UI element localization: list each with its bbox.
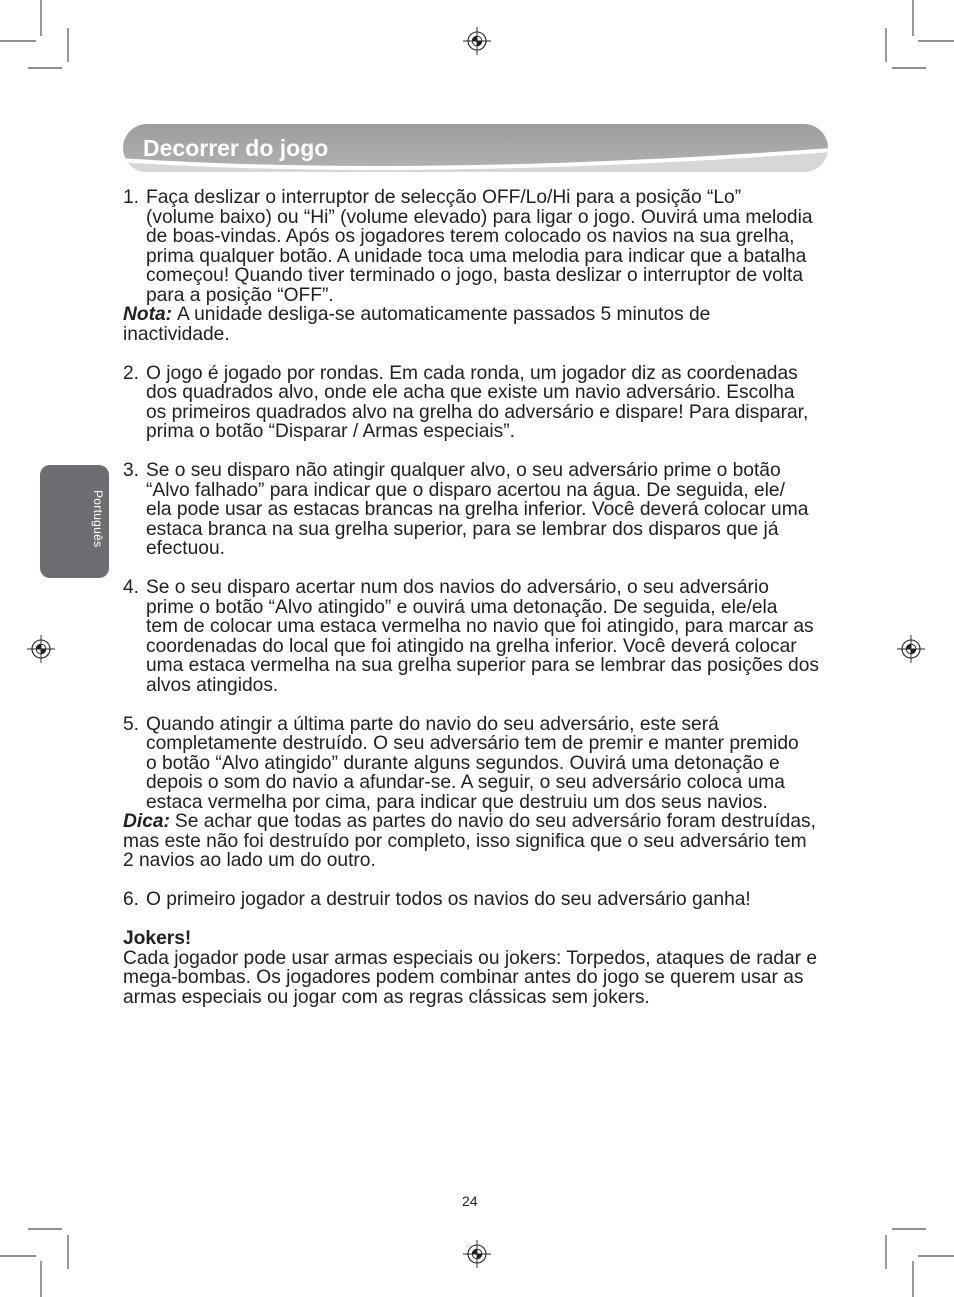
- step-first-line: [123, 461, 883, 481]
- crop-mark-bottom-left: [0, 1229, 68, 1297]
- registration-crosshair: [463, 27, 491, 55]
- crop-mark-top-right: [886, 0, 954, 68]
- jokers-text: Cada jogador pode usar armas especiais ou jokers: Torpedos, ataques de radar e: [123, 947, 818, 969]
- note-text: A unidade desliga-se automaticamente passados 5 minutos de: [177, 304, 711, 325]
- instructions-body: [123, 188, 883, 1027]
- step-text: efectuou.: [146, 538, 225, 559]
- step-text: uma estaca vermelha na sua grelha superior para se lembrar das posições dos: [146, 655, 819, 676]
- step-text: de boas-vindas. Após os jogadores terem colocado os navios na sua grelha,: [146, 226, 795, 247]
- step-text: prima qualquer botão. A unidade toca uma melodia para indicar que a batalha: [146, 245, 807, 267]
- language-side-tab: [40, 465, 109, 578]
- crop-mark-top-left: [0, 0, 68, 68]
- registration-mark-right: [897, 635, 925, 663]
- tip-text: 2 navios ao lado um do outro.: [123, 850, 376, 871]
- step-5: [123, 715, 883, 871]
- step-text: prime o botão “Alvo atingido” e ouvirá uma detonação. De seguida, ele/ela: [146, 596, 778, 618]
- step-text: “Alvo falhado” para indicar que o disparo acertou na água. De seguida, ele/: [146, 479, 785, 501]
- step-text: o botão “Alvo atingido” durante alguns segundos. Ouvirá uma detonação e: [146, 752, 780, 774]
- step-text: completamente destruído. O seu adversário tem de premir e manter premido: [146, 733, 799, 754]
- step-text: Quando atingir a última parte do navio do seu adversário, este será: [146, 713, 719, 735]
- step-6: [123, 890, 883, 910]
- step-text: dos quadrados alvo, onde ele acha que existe um navio adversário. Escolha: [146, 382, 795, 403]
- step-text: (volume baixo) ou “Hi” (volume elevado) para ligar o jogo. Ouvirá uma melodia: [146, 206, 813, 228]
- tip-first-line: [123, 812, 883, 832]
- registration-crosshair: [463, 1240, 491, 1268]
- step-text: alvos atingidos.: [146, 674, 279, 696]
- step-text: para a posição “OFF”.: [146, 284, 334, 306]
- step-4: [123, 578, 883, 695]
- step-3: [123, 461, 883, 559]
- jokers-heading: Jokers!: [123, 928, 192, 949]
- step-text: depois o som do navio a afundar-se. A seguir, o seu adversário coloca uma: [146, 772, 785, 793]
- page-number: 24: [462, 1193, 478, 1209]
- note-label: Nota:: [123, 304, 173, 325]
- registration-crosshair: [27, 635, 55, 663]
- step-text: O jogo é jogado por rondas. Em cada ronda, um jogador diz as coordenadas: [146, 362, 798, 384]
- step-text: começou! Quando tiver terminado o jogo, basta deslizar o interruptor de volta: [146, 265, 804, 286]
- note-text: inactividade.: [123, 323, 230, 345]
- note-first-line: [123, 305, 883, 325]
- step-number: 2.: [123, 362, 140, 384]
- step-number: 6.: [123, 889, 140, 910]
- step-first-line: [123, 578, 883, 598]
- step-first-line: [123, 364, 883, 384]
- crop-mark-bottom-right: [886, 1229, 954, 1297]
- jokers-text: armas especiais ou jogar com as regras clássicas sem jokers.: [123, 986, 650, 1008]
- language-tab-label: Português: [91, 490, 105, 548]
- tip-text: Se achar que todas as partes do navio do seu adversário foram destruídas,: [174, 811, 816, 832]
- step-number: 3.: [123, 460, 140, 481]
- step-number: 1.: [123, 187, 140, 208]
- step-text: coordenadas do local que foi atingido na grelha inferior. Você deverá colocar: [146, 635, 797, 657]
- step-2: [123, 364, 883, 442]
- jokers-section: [123, 929, 883, 1007]
- step-text: estaca branca na sua grelha superior, para se lembrar dos disparos que já: [146, 518, 779, 540]
- step-text: Se o seu disparo não atingir qualquer alvo, o seu adversário prime o botão: [146, 460, 781, 481]
- jokers-text: mega-bombas. Os jogadores podem combinar antes do jogo se querem usar as: [123, 967, 804, 988]
- registration-mark-top: [463, 27, 491, 55]
- step-first-line: [123, 188, 883, 208]
- tip-text: mas este não foi destruído por completo, isso significa que o seu adversário tem: [123, 830, 807, 852]
- step-1: [123, 188, 883, 344]
- registration-mark-bottom: [463, 1240, 491, 1268]
- step-number: 4.: [123, 577, 140, 598]
- step-text: os primeiros quadrados alvo na grelha do adversário e dispare! Para disparar,: [146, 401, 809, 423]
- step-text: ela pode usar as estacas brancas na grelha inferior. Você deverá colocar uma: [146, 499, 809, 520]
- step-text: estaca vermelha por cima, para indicar que destruiu um dos seus navios.: [146, 791, 768, 813]
- step-first-line: [123, 890, 883, 910]
- tip-label: Dica:: [123, 811, 170, 832]
- step-text: Faça deslizar o interruptor de selecção OFF/Lo/Hi para a posição “Lo”: [146, 187, 742, 208]
- step-text: Se o seu disparo acertar num dos navios do adversário, o seu adversário: [146, 577, 769, 598]
- registration-crosshair: [897, 635, 925, 663]
- registration-mark-left: [27, 635, 55, 663]
- step-first-line: [123, 715, 883, 735]
- page-title: Decorrer do jogo: [143, 135, 329, 161]
- step-text: tem de colocar uma estaca vermelha no navio que foi atingido, para marcar as: [146, 616, 814, 637]
- step-number: 5.: [123, 713, 140, 735]
- step-text: prima o botão “Disparar / Armas especiais”.: [146, 421, 515, 442]
- step-text: O primeiro jogador a destruir todos os navios do seu adversário ganha!: [146, 889, 751, 910]
